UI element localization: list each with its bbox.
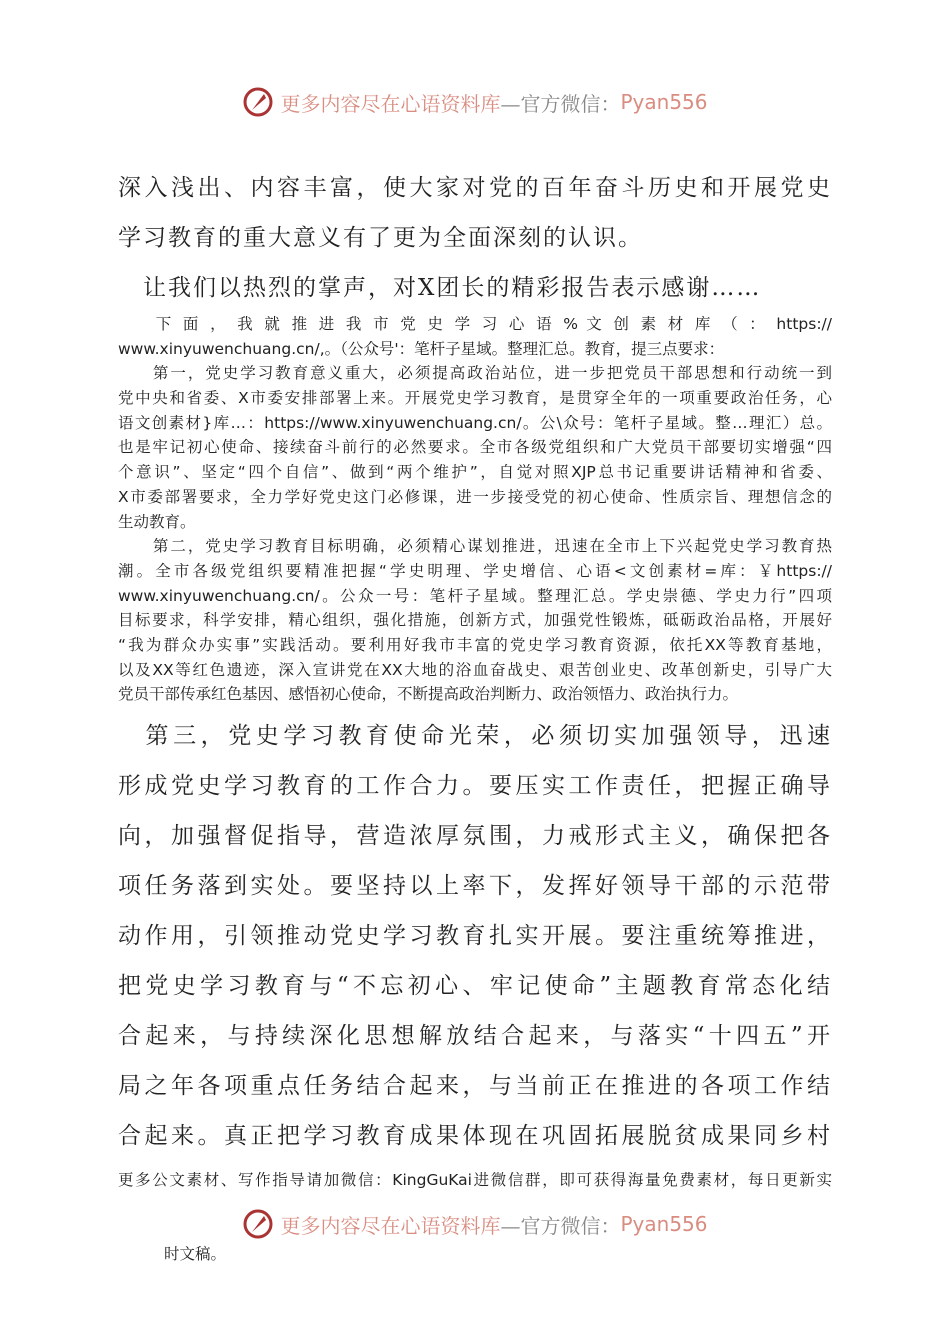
quill-logo-icon xyxy=(242,1208,274,1240)
watermark-footer: 更多内容尽在心语资料库 —官方微信： Pyan556 xyxy=(0,1208,950,1240)
paragraph-intro: 深入浅出、内容丰富，使大家对党的百年奋斗历史和开展党史 学习教育的重大意义有了更为全面深刻的认识。 xyxy=(118,175,832,251)
quill-logo-icon xyxy=(242,86,274,118)
paragraph-third: 第三，党史学习教育使命光荣，必须切实加强领导，迅速 形成党史学习教育的工作合力。要压实工作责任，把握正确导 向，加强督促指导，营造浓厚氛围，力戒形式主义，确保把各 项任务落到实处。要坚持以上率下，发挥好领导干部的示范带 动作用，引领推动党史学习教育扎实开展。要注重统筹推进， 把党史学习教育与“不忘初心、牢记使命”主题教育常态化结 合起来，与持续深化思想解放结合起来，与落实“十四五”开 局之年各项重点任务结合起来，与当前正在推进的各项工作结 合起来。真正把学习教育成果体现在巩固拓展脱贫成果同乡村 xyxy=(118,723,832,1149)
watermark-header: 更多内容尽在心语资料库 —官方微信： Pyan556 xyxy=(0,86,950,118)
paragraph-thanks: 让我们以热烈的掌声，对X团长的精彩报告表示感谢…… xyxy=(118,275,762,301)
footer-note-continued: 时文稿。 xyxy=(164,1245,227,1263)
paragraph-requirements: 下 面 ， 我 就 推 进 我 市 党 史 学 习 心 语 % 文 创 素 材 库 （ ： https:// www.xinyuwenchuang.cn/,。（公众号'：笔杆子星域。整理汇总。教育，提三点要求： 第一，党史学习教育意义重大，必须提高政治站位，进一步把党员干部思想和行动统一到 党中央和省委、X市委安排部署上来。开展党史学习教育，是贯穿全年的一项重要政治任务，心 语文创素材}库…：https://www.xinyuwenchuang.cn/。公\众号：笔杆子星域。整…理汇）总。 也是牢记初心使命、接续奋斗前行的必然要求。全市各级党组织和广大党员干部要切实增强“四 个意识”、坚定“四个自信”、做到“两个维护”，自觉对照XJP总书记重要讲话精神和省委、 X市委部署要求，全力学好党史这门必修课，进一步接受党的初心使命、性质宗旨、理想信念的 生动教育。 第二，党史学习教育目标明确，必须精心谋划推进，迅速在全市上下兴起党史学习教育热 潮。全市各级党组织要精准把握“学史明理、学史增信、心语<文创素材=库：￥https:// www.xinyuwenchuang.cn/。公众一号：笔杆子星域。整理汇总。学史崇德、学史力行”四项 目标要求，科学安排，精心组织，强化措施，创新方式，加强党性锻炼，砥砺政治品格，开展好 “我为群众办实事”实践活动。要利用好我市丰富的党史学习教育资源，依托XX等教育基地， 以及XX等红色遗迹，深入宣讲党在XX大地的浴血奋战史、艰苦创业史、改革创新史，引导广大 党员干部传承红色基因、感悟初心使命，不断提高政治判断力、政治领悟力、政治执行力。 xyxy=(118,315,832,704)
footer-note: 更多公文素材、写作指导请加微信：KingGuKai进微信群，即可获得海量免费素材，每日更新实 xyxy=(118,1171,832,1189)
